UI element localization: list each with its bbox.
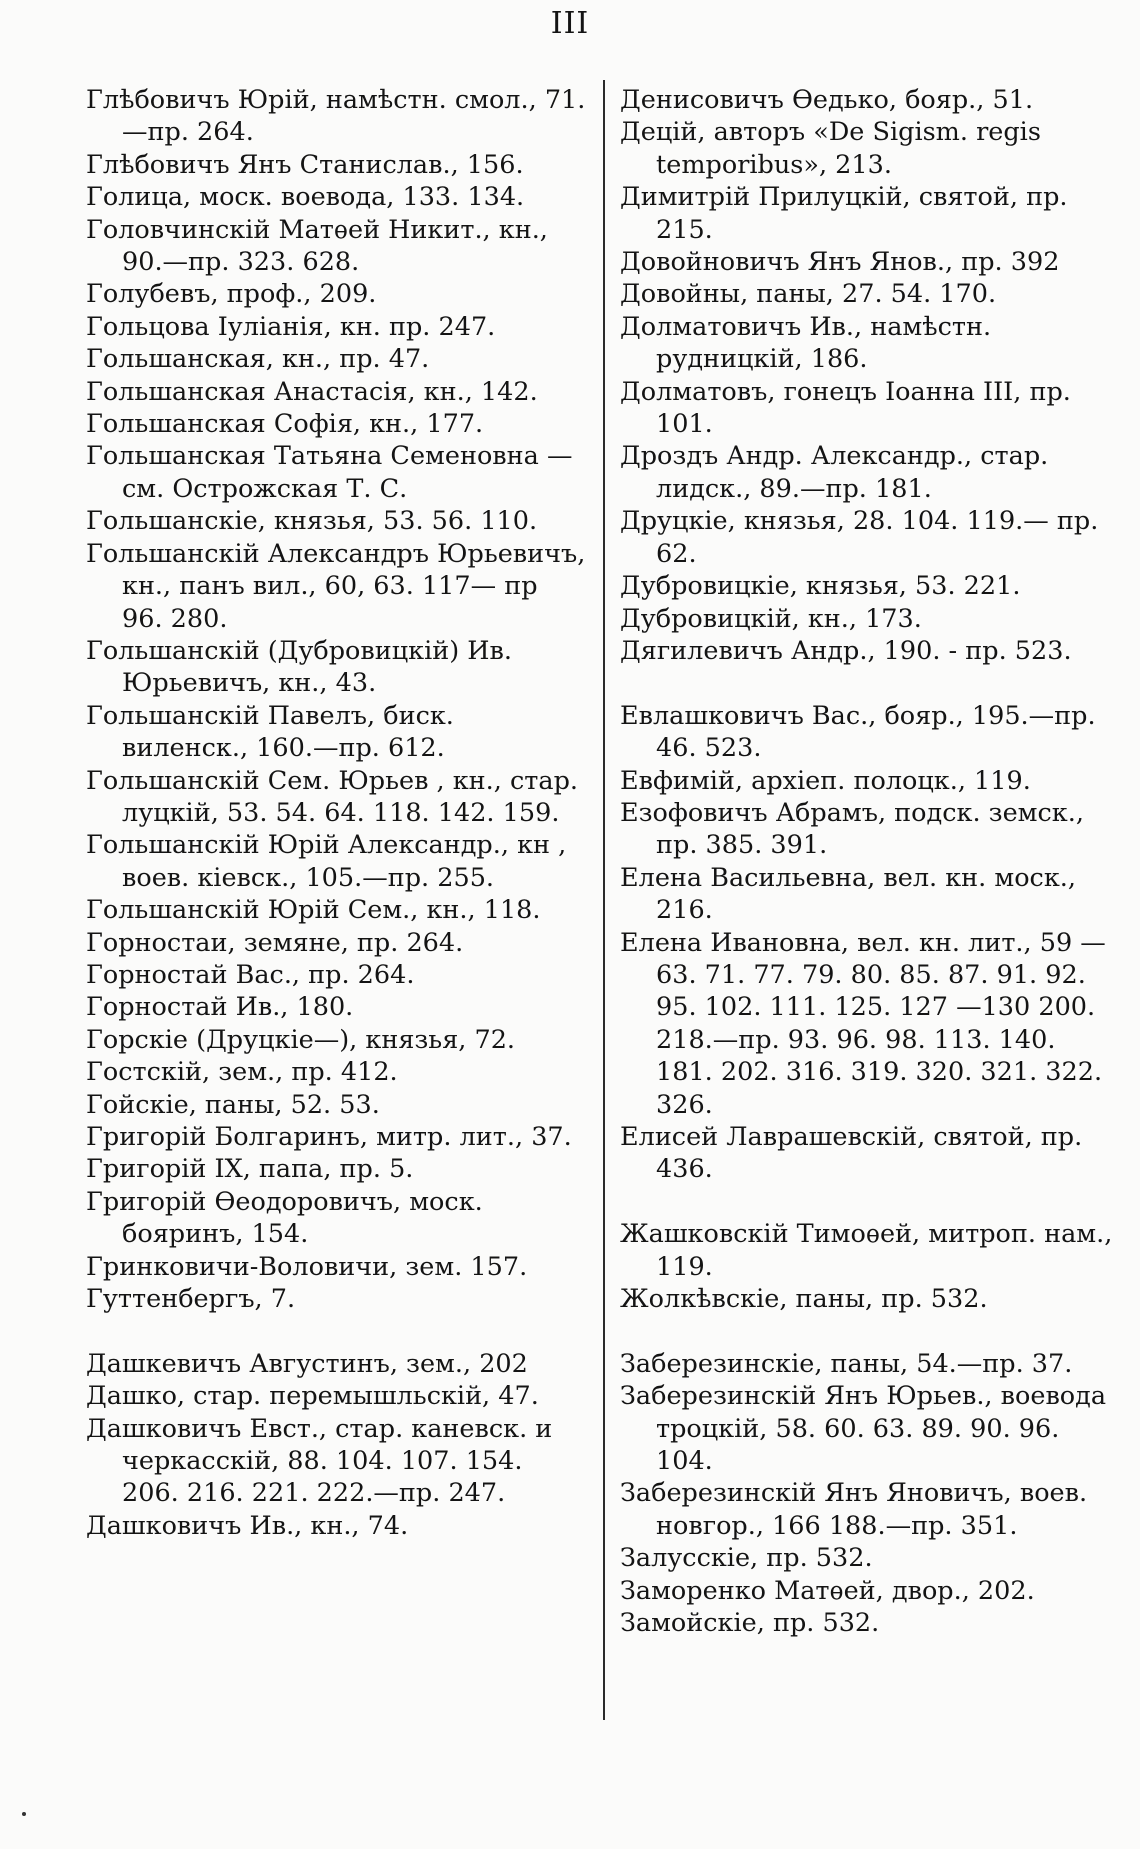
index-entry: Довойновичъ Янъ Янов., пр. 392 bbox=[620, 247, 1060, 278]
index-entry: Гольшанская Анастасія, кн., 142. bbox=[86, 376, 538, 407]
index-entry: Гринковичи-Воловичи, зем. 157. bbox=[86, 1251, 528, 1282]
index-entry: Горностаи, земяне, пр. 264. bbox=[86, 927, 464, 958]
index-entry: Гольшанскій (Дубровицкій) Ив. Юрьевичъ, кн., 43. bbox=[86, 635, 513, 699]
index-entry: Дубровицкіе, князья, 53. 221. bbox=[620, 571, 1021, 602]
index-entry: Дашковичъ Ив., кн., 74. bbox=[86, 1510, 409, 1541]
index-entry: Замойскіе, пр. 532. bbox=[620, 1608, 880, 1639]
index-entry: Жашковскій Тимоѳей, митроп. нам., 119. bbox=[620, 1219, 1113, 1282]
index-entry: Друцкіе, князья, 28. 104. 119.— пр. 62. bbox=[620, 506, 1099, 569]
index-column-left bbox=[86, 84, 586, 1542]
index-entry: Дашкевичъ Августинъ, зем., 202 bbox=[86, 1348, 528, 1379]
index-entry: Заберезинскіе, паны, 54.—пр. 37. bbox=[620, 1348, 1073, 1379]
index-entry: Гольшанская Софія, кн., 177. bbox=[86, 409, 484, 440]
index-entry: Довойны, паны, 27. 54. 170. bbox=[620, 279, 997, 310]
index-entry: Гойскіе, паны, 52. 53. bbox=[86, 1089, 380, 1120]
index-entry: Горностай Вас., пр. 264. bbox=[86, 959, 415, 990]
index-entry: Елена Васильевна, вел. кн. моск., 216. bbox=[620, 862, 1076, 926]
index-entry: Евлашковичъ Вас., бояр., 195.—пр. 46. 523. bbox=[620, 700, 1096, 764]
index-entry: Голица, моск. воевода, 133. 134. bbox=[86, 182, 525, 213]
index-entry: Гольшанскій Юрій Сем., кн., 118. bbox=[86, 895, 541, 926]
index-entry: Гольшанскіе, князья, 53. 56. 110. bbox=[86, 506, 538, 537]
index-entry: Григорій IX, папа, пр. 5. bbox=[86, 1154, 414, 1185]
page-number: III bbox=[550, 6, 590, 41]
index-entry: Горностай Ив., 180. bbox=[86, 992, 354, 1023]
index-entry: Гольшанскій Сем. Юрьев , кн., стар. луцкій, 53. 54. 64. 118. 142. 159. bbox=[86, 765, 579, 828]
section-gap bbox=[620, 1315, 1120, 1347]
index-entry: Глѣбовичъ Юрій, намѣстн. смол., 71.—пр. 264. bbox=[86, 85, 586, 148]
index-entry: Гольшанскій Александръ Юрьевичъ, кн., панъ вил., 60, 63. 117— пр 96. 280. bbox=[86, 538, 586, 634]
index-entry: Жолкѣвскіе, паны, пр. 532. bbox=[620, 1284, 988, 1314]
section-gap bbox=[620, 1186, 1120, 1218]
index-entry: Залусскіе, пр. 532. bbox=[620, 1543, 873, 1574]
index-entry: Головчинскій Матѳей Никит., кн., 90.—пр. 323. 628. bbox=[86, 214, 548, 278]
index-entry: Заберезинскій Янъ Юрьев., воевода троцкій, 58. 60. 63. 89. 90. 96. 104. bbox=[620, 1381, 1107, 1477]
section-gap bbox=[620, 667, 1120, 699]
index-entry: Григорій Болгаринъ, митр. лит., 37. bbox=[86, 1122, 572, 1152]
index-entry: Дашко, стар. перемышльскій, 47. bbox=[86, 1381, 539, 1412]
index-entry: Елена Ивановна, вел. кн. лит., 59 —63. 71. 77. 79. 80. 85. 87. 91. 92. 95. 102. 111. 125. 127 —130 200. 218.—пр. 93. 96. 98. 113. 140. 181. 202. 316. 319. 320. 321. 322. 326. bbox=[620, 927, 1106, 1120]
index-entry: Дроздъ Андр. Александр., стар. лидск., 89.—пр. 181. bbox=[620, 441, 1049, 504]
index-entry: Глѣбовичъ Янъ Станислав., 156. bbox=[86, 149, 524, 180]
index-entry: Димитрій Прилуцкій, святой, пр. 215. bbox=[620, 182, 1068, 245]
index-entry: Евфимій, архіеп. полоцк., 119. bbox=[620, 765, 1031, 796]
section-gap bbox=[86, 1315, 586, 1347]
index-entry: Дубровицкій, кн., 173. bbox=[620, 603, 922, 634]
index-entry: Дягилевичъ Андр., 190. - пр. 523. bbox=[620, 635, 1072, 666]
index-entry: Езофовичъ Абрамъ, подск. земск., пр. 385. 391. bbox=[620, 797, 1084, 861]
index-entry: Долматовъ, гонецъ Іоанна III, пр. 101. bbox=[620, 376, 1071, 440]
index-entry: Гольцова Іуліанія, кн. пр. 247. bbox=[86, 311, 496, 342]
index-entry: Заберезинскій Янъ Яновичъ, воев. новгор., 166 188.—пр. 351. bbox=[620, 1478, 1088, 1541]
index-entry: Горскіе (Друцкіе—), князья, 72. bbox=[86, 1024, 516, 1055]
column-divider bbox=[603, 80, 605, 1720]
index-entry: Гольшанскій Юрій Александр., кн , воев. кіевск., 105.—пр. 255. bbox=[86, 830, 567, 893]
index-entry: Долматовичъ Ив., намѣстн. рудницкій, 186. bbox=[620, 311, 992, 375]
index-entry: Гольшанская, кн., пр. 47. bbox=[86, 344, 430, 375]
index-entry: Денисовичъ Ѳедько, бояр., 51. bbox=[620, 85, 1034, 115]
index-entry: Децій, авторъ «De Sigism. regis temporibus», 213. bbox=[620, 117, 1041, 180]
print-speck bbox=[22, 1812, 26, 1816]
index-column-right bbox=[620, 84, 1120, 1639]
index-entry: Гуттенбергъ, 7. bbox=[86, 1284, 296, 1315]
index-entry: Гольшанскій Павелъ, биск. виленск., 160.—пр. 612. bbox=[86, 700, 454, 764]
index-entry: Дашковичъ Евст., стар. каневск. и черкасскій, 88. 104. 107. 154. 206. 216. 221. 222.—пр. 247. bbox=[86, 1413, 553, 1509]
index-entry: Гольшанская Татьяна Семеновна — см. Острожская Т. С. bbox=[86, 441, 573, 504]
index-entry: Заморенко Матѳей, двор., 202. bbox=[620, 1575, 1035, 1606]
index-entry: Гостскій, зем., пр. 412. bbox=[86, 1057, 398, 1088]
index-entry: Елисей Лаврашевскій, святой, пр. 436. bbox=[620, 1121, 1083, 1185]
index-entry: Григорій Ѳеодоровичъ, моск. бояринъ, 154. bbox=[86, 1186, 483, 1250]
index-entry: Голубевъ, проф., 209. bbox=[86, 279, 377, 310]
